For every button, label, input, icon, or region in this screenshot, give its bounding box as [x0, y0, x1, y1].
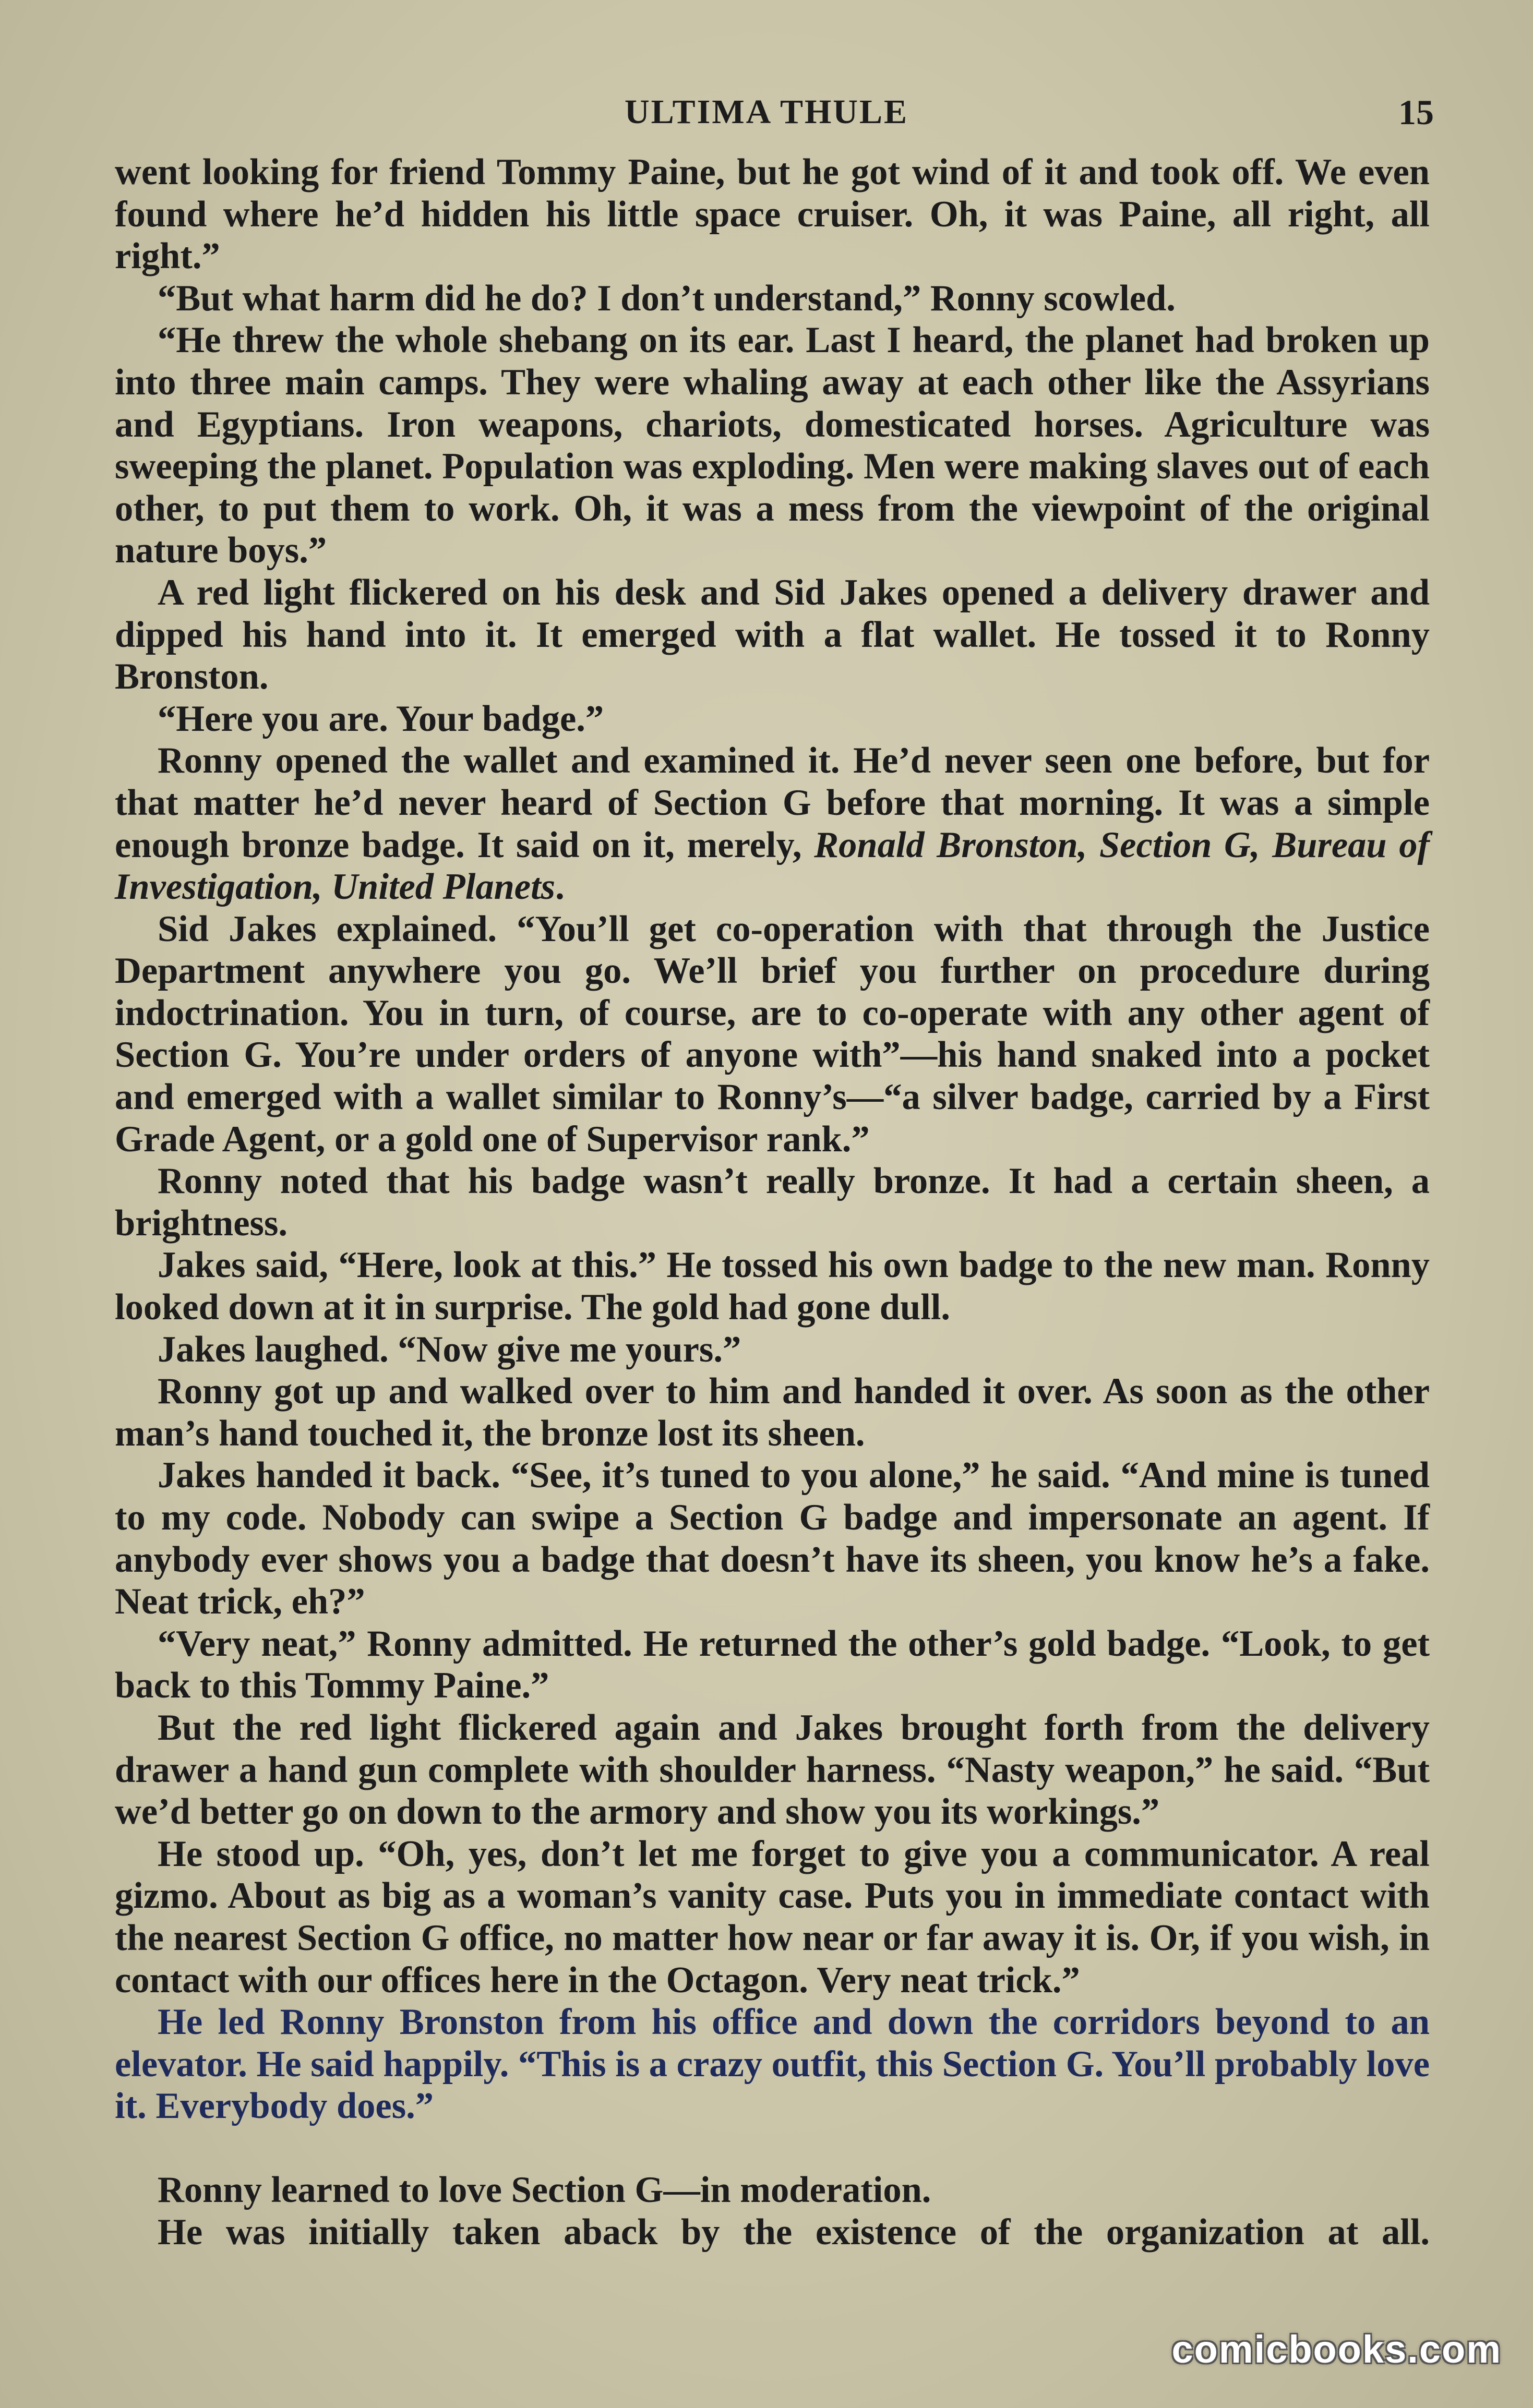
paragraph: “Here you are. Your badge.”	[158, 698, 604, 739]
running-title: ULTIMA THULE	[624, 93, 909, 131]
paragraph: “He threw the whole shebang on its ear. Last I heard, the planet had broken up into three main camps. They were whaling away at each other like the Assyrians and Egyptians. Iron weapons, chariots, domesticated horses. Agriculture was sweeping the planet. Population was exploding. Men were making slaves out of each other, to put them to work. Oh, it was a mess from the viewpoint of the original nature boys.”	[115, 320, 1430, 571]
page-header	[0, 89, 1533, 136]
paragraph: A red light flickered on his desk and Sid Jakes opened a delivery drawer and dipped his hand into it. It emerged with a flat wallet. He tossed it to Ronny Bronston.	[115, 572, 1430, 697]
paragraph: But the red light flickered again and Jakes brought forth from the delivery drawer a hand gun complete with shoulder harness. “Nasty weapon,” he said. “But we’d better go on down to the armory and show you its workings.”	[115, 1707, 1430, 1833]
paragraph: Ronny got up and walked over to him and handed it over. As soon as the other man’s hand touched it, the bronze lost its sheen.	[115, 1371, 1430, 1454]
paragraph: He led Ronny Bronston from his office and down the corridors beyond to an elevator. He said happily. “This is a crazy outfit, this Section G. You’ll probably love it. Everybody does.”	[115, 2002, 1430, 2127]
paragraph: went looking for friend Tommy Paine, but he got wind of it and took off. We even found where he’d hidden his little space cruiser. Oh, it was Paine, all right, all right.”	[115, 152, 1430, 277]
paragraph-text: .	[555, 866, 565, 908]
paragraph: He stood up. “Oh, yes, don’t let me forget to give you a communicator. A real gizmo. About as big as a woman’s vanity case. Puts you in immediate contact with the nearest Section G office, no matter how near or far away it is. Or, if you wish, in contact with our offices here in the Octagon. Very neat trick.”	[115, 1833, 1430, 2001]
paragraph: “Very neat,” Ronny admitted. He returned the other’s gold badge. “Look, to get back to this Tommy Paine.”	[115, 1623, 1430, 1706]
paragraph: Jakes laughed. “Now give me yours.”	[158, 1329, 741, 1370]
paragraph: Sid Jakes explained. “You’ll get co-operation with that through the Justice Department anywhere you go. We’ll brief you further on procedure during indoctrination. You in turn, of course, are to co-operate with any other agent of Section G. You’re under orders of anyone with”—his hand snaked into a pocket and emerged with a wallet similar to Ronny’s—“a silver badge, carried by a First Grade Agent, or a gold one of Supervisor rank.”	[115, 908, 1430, 1160]
paragraph: Ronny learned to love Section G—in moderation.	[158, 2169, 931, 2210]
paragraph: Jakes handed it back. “See, it’s tuned to you alone,” he said. “And mine is tuned to my code. Nobody can swipe a Section G badge and impersonate an agent. If anybody ever shows you a badge that doesn’t have its sheen, you know he’s a fake. Neat trick, eh?”	[115, 1455, 1430, 1622]
paragraph: Ronny noted that his badge wasn’t really bronze. It had a certain sheen, a brightness.	[115, 1161, 1430, 1244]
paragraph	[115, 740, 1430, 908]
body-text	[115, 151, 1430, 2253]
paragraph: “But what harm did he do? I don’t understand,” Ronny scowled.	[158, 278, 1176, 319]
paragraph: Jakes said, “Here, look at this.” He tossed his own badge to the new man. Ronny looked down at it in surprise. The gold had gone dull.	[115, 1245, 1430, 1328]
paragraph: He was initially taken aback by the existence of the organization at all.	[158, 2211, 1430, 2253]
paragraph-text: Ronny opened the wallet and examined it. He’d never seen one before, but for that matter he’d never heard of Section G before that morning. It was a simple enough bronze badge. It said on it, merely,	[115, 740, 1430, 865]
page-number: 15	[1398, 92, 1434, 132]
watermark-logo: comicbooks.com	[1171, 2328, 1502, 2371]
badge-inscription: Ronald Bronston, Section G, Bureau of Investigation, United Planets	[115, 824, 1430, 908]
